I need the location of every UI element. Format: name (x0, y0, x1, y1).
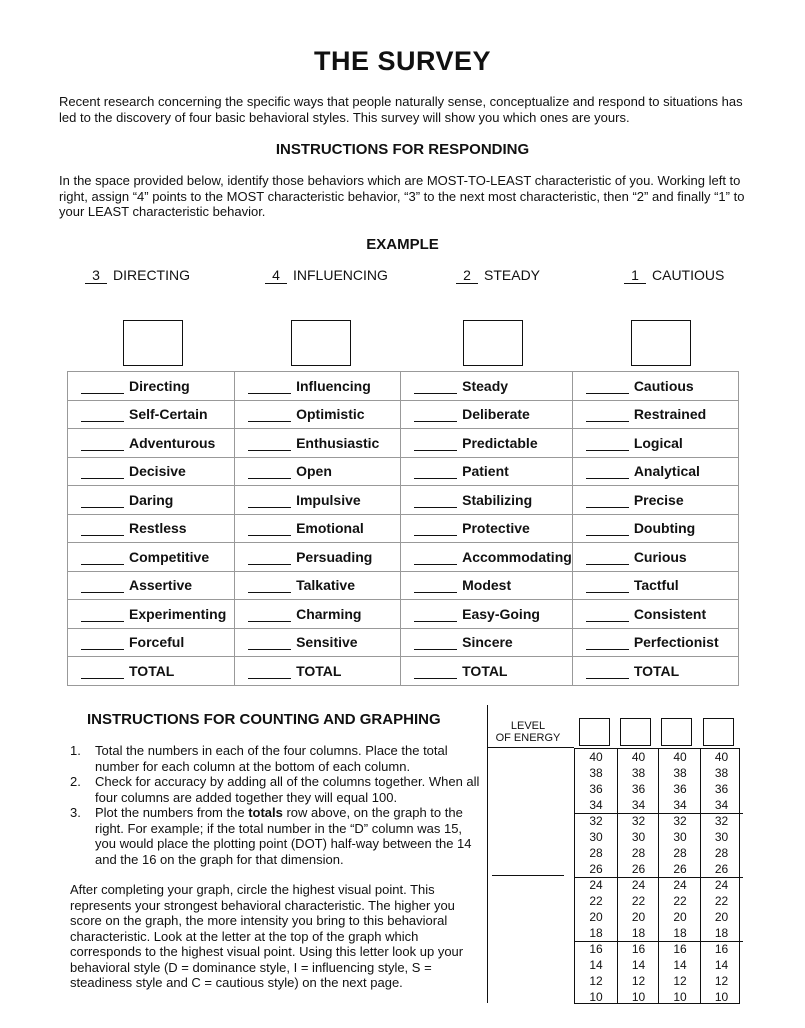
score-blank[interactable] (586, 592, 629, 593)
table-cell (68, 372, 235, 401)
graph-value: 22 (714, 894, 729, 908)
table-cell (401, 486, 573, 515)
level-of-energy-label (492, 720, 564, 744)
table-row (68, 457, 739, 486)
graph-value: 10 (714, 990, 729, 1004)
graph-value: 10 (673, 990, 687, 1004)
step-text-bold: totals (248, 805, 283, 820)
table-row (68, 628, 739, 657)
table-cell (572, 429, 738, 458)
score-blank[interactable] (81, 535, 124, 536)
step-number: 2. (70, 774, 81, 789)
graph-value: 18 (589, 926, 603, 940)
behavior-label: Daring (129, 491, 174, 508)
example-heading: EXAMPLE (366, 236, 439, 253)
graph-value: 22 (673, 894, 687, 908)
behavior-label: Adventurous (129, 434, 216, 451)
behavior-label: TOTAL (462, 662, 508, 679)
table-cell (68, 600, 235, 629)
graph-value: 12 (673, 974, 687, 988)
step-number: 3. (70, 805, 81, 820)
step-number: 1. (70, 743, 81, 758)
behavior-label: Stabilizing (462, 491, 533, 508)
table-cell (235, 514, 401, 543)
graph-value: 20 (631, 910, 646, 924)
table-cell (235, 486, 401, 515)
graph-value: 10 (589, 990, 603, 1004)
column-letter-box-3[interactable] (463, 320, 523, 366)
example-label: CAUTIOUS (652, 267, 725, 283)
score-blank[interactable] (248, 393, 291, 394)
score-blank[interactable] (248, 478, 291, 479)
score-blank[interactable] (586, 421, 629, 422)
table-cell (572, 514, 738, 543)
score-blank[interactable] (81, 507, 124, 508)
example-score: 3 (85, 267, 107, 284)
score-blank[interactable] (81, 649, 124, 650)
graph-value: 24 (631, 878, 646, 892)
table-row (68, 372, 739, 401)
behavior-label: Emotional (296, 520, 364, 537)
table-cell (235, 543, 401, 572)
table-cell (401, 543, 573, 572)
graph-column[interactable] (658, 749, 701, 1003)
table-row (68, 486, 739, 515)
behavior-label: Curious (633, 548, 687, 565)
graph-mid-rule (492, 875, 564, 876)
graph-value: 40 (589, 750, 603, 764)
table-row (68, 429, 739, 458)
graph-column[interactable] (617, 749, 660, 1003)
behavior-label: Forceful (129, 634, 185, 651)
behavior-label: Decisive (129, 463, 186, 480)
score-blank[interactable] (81, 621, 124, 622)
graph-column[interactable] (700, 749, 743, 1003)
behavior-label: Restrained (633, 406, 707, 423)
graph-value: 14 (631, 958, 646, 972)
score-blank[interactable] (414, 535, 457, 536)
behavior-label: Analytical (633, 463, 700, 480)
table-row (68, 543, 739, 572)
behavior-label: Charming (296, 605, 362, 622)
score-blank[interactable] (414, 450, 457, 451)
graph-value: 26 (673, 862, 687, 876)
behavior-label: Assertive (129, 577, 193, 594)
score-blank[interactable] (586, 678, 629, 679)
level-label-line1: LEVEL (510, 720, 546, 732)
graph-value: 38 (673, 766, 687, 780)
graph-value: 16 (589, 942, 603, 956)
table-cell (68, 514, 235, 543)
table-cell (572, 657, 738, 686)
table-cell (401, 457, 573, 486)
intro-paragraph: Recent research concerning the specific ways that people naturally sense, conceptualize and respond to situations has led to the discovery of four basic behavioral styles. This survey will show you which ones are yours. (59, 94, 743, 125)
table-cell (68, 457, 235, 486)
example-score: 2 (456, 267, 478, 284)
table-cell (401, 657, 573, 686)
behavior-label: Cautious (633, 377, 694, 394)
score-blank[interactable] (586, 478, 629, 479)
example-label: DIRECTING (113, 267, 190, 283)
graph-value: 26 (714, 862, 729, 876)
table-cell (235, 429, 401, 458)
graph-value: 20 (673, 910, 687, 924)
behavior-label: Patient (462, 463, 509, 480)
graph-value: 16 (673, 942, 687, 956)
page-title: THE SURVEY (313, 46, 492, 76)
behavior-label: Tactful (633, 577, 679, 594)
graph-value: 16 (714, 942, 729, 956)
graph-value: 36 (589, 782, 603, 796)
table-cell (401, 372, 573, 401)
score-blank[interactable] (586, 621, 629, 622)
column-letter-box-2[interactable] (291, 320, 351, 366)
graph-value: 14 (714, 958, 729, 972)
table-cell (572, 543, 738, 572)
graph-value: 36 (673, 782, 687, 796)
graph-value: 34 (589, 798, 603, 812)
graph-value: 40 (714, 750, 729, 764)
table-cell (401, 400, 573, 429)
graph-value: 24 (589, 878, 603, 892)
graph-value: 28 (673, 846, 687, 860)
behavior-label: Restless (129, 520, 187, 537)
behavior-label: Influencing (296, 377, 371, 394)
behavior-label: Consistent (633, 605, 707, 622)
score-blank[interactable] (586, 393, 629, 394)
score-blank[interactable] (414, 678, 457, 679)
behavior-label: Competitive (129, 548, 210, 565)
graph-value: 34 (631, 798, 646, 812)
score-blank[interactable] (248, 592, 291, 593)
table-cell (401, 429, 573, 458)
table-cell (235, 600, 401, 629)
score-blank[interactable] (81, 450, 124, 451)
behavior-label: Modest (462, 577, 512, 594)
table-row (68, 571, 739, 600)
table-cell (68, 486, 235, 515)
instructions-paragraph: In the space provided below, identify those behaviors which are MOST-TO-LEAST characteristic of you. Working left to right, assign “4” points to the MOST characteristic behavior, “3” to the next most characteristic, then “2” and finally “1” to your LEAST characteristic behavior. (59, 173, 745, 219)
graph-letter-box-3[interactable] (661, 718, 692, 746)
graph-value: 12 (714, 974, 729, 988)
score-blank[interactable] (414, 649, 457, 650)
table-cell (572, 486, 738, 515)
graph-value: 40 (673, 750, 687, 764)
behavior-label: Enthusiastic (296, 434, 380, 451)
example-item-directing (85, 267, 190, 284)
graph-value: 18 (631, 926, 646, 940)
behavior-label: Deliberate (462, 406, 530, 423)
step-item (70, 774, 482, 805)
energy-graph[interactable] (574, 748, 740, 1004)
instructions-heading: INSTRUCTIONS FOR RESPONDING (275, 141, 530, 158)
graph-value: 28 (714, 846, 729, 860)
table-cell (572, 600, 738, 629)
graph-label-rule (488, 747, 574, 748)
behavior-label: Perfectionist (633, 634, 719, 651)
example-score: 1 (624, 267, 646, 284)
graph-value: 40 (631, 750, 646, 764)
level-label-line2: OF ENERGY (495, 732, 561, 744)
score-blank[interactable] (81, 478, 124, 479)
score-blank[interactable] (248, 421, 291, 422)
table-cell (235, 628, 401, 657)
graph-value: 18 (714, 926, 729, 940)
behavior-label: Protective (462, 520, 530, 537)
score-blank[interactable] (248, 450, 291, 451)
example-item-steady (456, 267, 540, 284)
table-cell (401, 628, 573, 657)
behavior-label: Experimenting (129, 605, 227, 622)
graph-value: 26 (589, 862, 603, 876)
table-cell (235, 457, 401, 486)
score-blank[interactable] (414, 564, 457, 565)
counting-steps (70, 743, 482, 867)
behavior-label: Talkative (296, 577, 355, 594)
behavior-label: TOTAL (296, 662, 342, 679)
table-cell (401, 600, 573, 629)
counting-heading: INSTRUCTIONS FOR COUNTING AND GRAPHING (87, 711, 441, 728)
graph-left-divider (487, 705, 488, 1003)
graph-value: 32 (714, 814, 729, 828)
graph-value: 30 (714, 830, 729, 844)
behavior-label: Persuading (296, 548, 373, 565)
step-item (70, 743, 482, 774)
step-text: Check for accuracy by adding all of the columns together. When all four columns are added together they will equal 100. (95, 774, 480, 805)
graph-value: 20 (714, 910, 729, 924)
score-blank[interactable] (414, 478, 457, 479)
graph-column[interactable] (575, 749, 617, 1003)
table-cell (235, 372, 401, 401)
score-blank[interactable] (248, 678, 291, 679)
graph-value: 38 (631, 766, 646, 780)
graph-value: 30 (589, 830, 603, 844)
behavior-label: Predictable (462, 434, 538, 451)
graph-value: 24 (714, 878, 729, 892)
table-cell (572, 457, 738, 486)
score-blank[interactable] (586, 450, 629, 451)
score-blank[interactable] (81, 393, 124, 394)
graph-value: 26 (631, 862, 646, 876)
table-cell (68, 657, 235, 686)
table-cell (572, 628, 738, 657)
table-cell (235, 400, 401, 429)
graph-value: 22 (631, 894, 646, 908)
score-blank[interactable] (248, 621, 291, 622)
score-blank[interactable] (248, 649, 291, 650)
behavior-label: TOTAL (129, 662, 175, 679)
behavior-label: TOTAL (633, 662, 680, 679)
table-cell (572, 571, 738, 600)
score-blank[interactable] (414, 592, 457, 593)
behavior-label: Precise (633, 491, 684, 508)
table-row (68, 600, 739, 629)
table-cell (235, 657, 401, 686)
graph-value: 38 (589, 766, 603, 780)
example-item-influencing (265, 267, 388, 284)
step-text-post: row above, on the graph to the right. For example; if the total number in the “D” column was 15, you would place the plotting point (DOT) half-way between the 14 and the 16 on the graph for that dimension. (95, 805, 472, 867)
graph-value: 20 (589, 910, 603, 924)
score-blank[interactable] (414, 393, 457, 394)
step-text-pre: Plot the numbers from the (95, 805, 249, 820)
after-graph-paragraph: After completing your graph, circle the highest visual point. This represents your strongest behavioral characteristic. The higher you score on the graph, the more intensity you bring to this behavioral characteristic. Look at the letter at the top of the graph which corresponds to the highest visual point. Using this letter look up your behavioral style (D = dominance style, I = influencing style, S = steadiness style and C = cautious style) on the next page. (70, 882, 464, 990)
behavior-label: Sincere (462, 634, 513, 651)
graph-value: 32 (631, 814, 646, 828)
table-row (68, 400, 739, 429)
example-item-cautious (624, 267, 724, 284)
graph-value: 22 (589, 894, 603, 908)
behavior-label: Self-Certain (129, 406, 208, 423)
score-blank[interactable] (81, 564, 124, 565)
behavior-label: Logical (633, 434, 683, 451)
graph-letter-box-1[interactable] (579, 718, 610, 746)
behavior-label: Steady (462, 377, 509, 394)
score-blank[interactable] (414, 621, 457, 622)
behavior-label: Optimistic (296, 406, 365, 423)
graph-value: 12 (589, 974, 603, 988)
behavior-label: Sensitive (296, 634, 358, 651)
graph-value: 28 (589, 846, 603, 860)
graph-value: 16 (631, 942, 646, 956)
behavior-label: Impulsive (296, 491, 361, 508)
graph-value: 14 (673, 958, 687, 972)
score-blank[interactable] (248, 507, 291, 508)
table-cell (572, 372, 738, 401)
example-score: 4 (265, 267, 287, 284)
table-cell (68, 543, 235, 572)
behavior-label: Easy-Going (462, 605, 540, 622)
graph-value: 30 (631, 830, 646, 844)
score-blank[interactable] (414, 421, 457, 422)
graph-value: 34 (714, 798, 729, 812)
score-blank[interactable] (81, 421, 124, 422)
table-cell (401, 571, 573, 600)
score-blank[interactable] (586, 649, 629, 650)
graph-value: 32 (673, 814, 687, 828)
example-label: INFLUENCING (293, 267, 388, 283)
graph-value: 38 (714, 766, 729, 780)
column-letter-box-1[interactable] (123, 320, 183, 366)
score-blank[interactable] (586, 507, 629, 508)
table-row (68, 514, 739, 543)
table-cell (68, 571, 235, 600)
table-cell (68, 628, 235, 657)
total-row (68, 657, 739, 686)
table-cell (401, 514, 573, 543)
graph-value: 10 (631, 990, 646, 1004)
behavior-label: Open (296, 463, 332, 480)
graph-value: 28 (631, 846, 646, 860)
table-cell (68, 429, 235, 458)
step-text: Total the numbers in each of the four columns. Place the total number for each column at the bottom of each column. (95, 743, 448, 774)
graph-value: 12 (631, 974, 646, 988)
graph-value: 14 (589, 958, 603, 972)
graph-value: 36 (631, 782, 646, 796)
graph-value: 36 (714, 782, 729, 796)
graph-letter-box-2[interactable] (620, 718, 651, 746)
graph-value: 32 (589, 814, 603, 828)
step-item (70, 805, 482, 867)
graph-letter-box-4[interactable] (703, 718, 734, 746)
behavior-label: Doubting (633, 520, 696, 537)
behavior-label: Accommodating (462, 548, 572, 565)
table-cell (235, 571, 401, 600)
table-cell (572, 400, 738, 429)
score-blank[interactable] (81, 678, 124, 679)
column-letter-box-4[interactable] (631, 320, 691, 366)
graph-value: 24 (673, 878, 687, 892)
example-label: STEADY (484, 267, 541, 283)
score-blank[interactable] (248, 564, 291, 565)
score-blank[interactable] (586, 535, 629, 536)
score-blank[interactable] (586, 564, 629, 565)
score-blank[interactable] (414, 507, 457, 508)
score-blank[interactable] (81, 592, 124, 593)
graph-value: 30 (673, 830, 687, 844)
graph-value: 18 (673, 926, 687, 940)
graph-value: 34 (673, 798, 687, 812)
score-blank[interactable] (248, 535, 291, 536)
behavior-label: Directing (129, 377, 190, 394)
table-cell (68, 400, 235, 429)
behavior-table (67, 371, 739, 686)
